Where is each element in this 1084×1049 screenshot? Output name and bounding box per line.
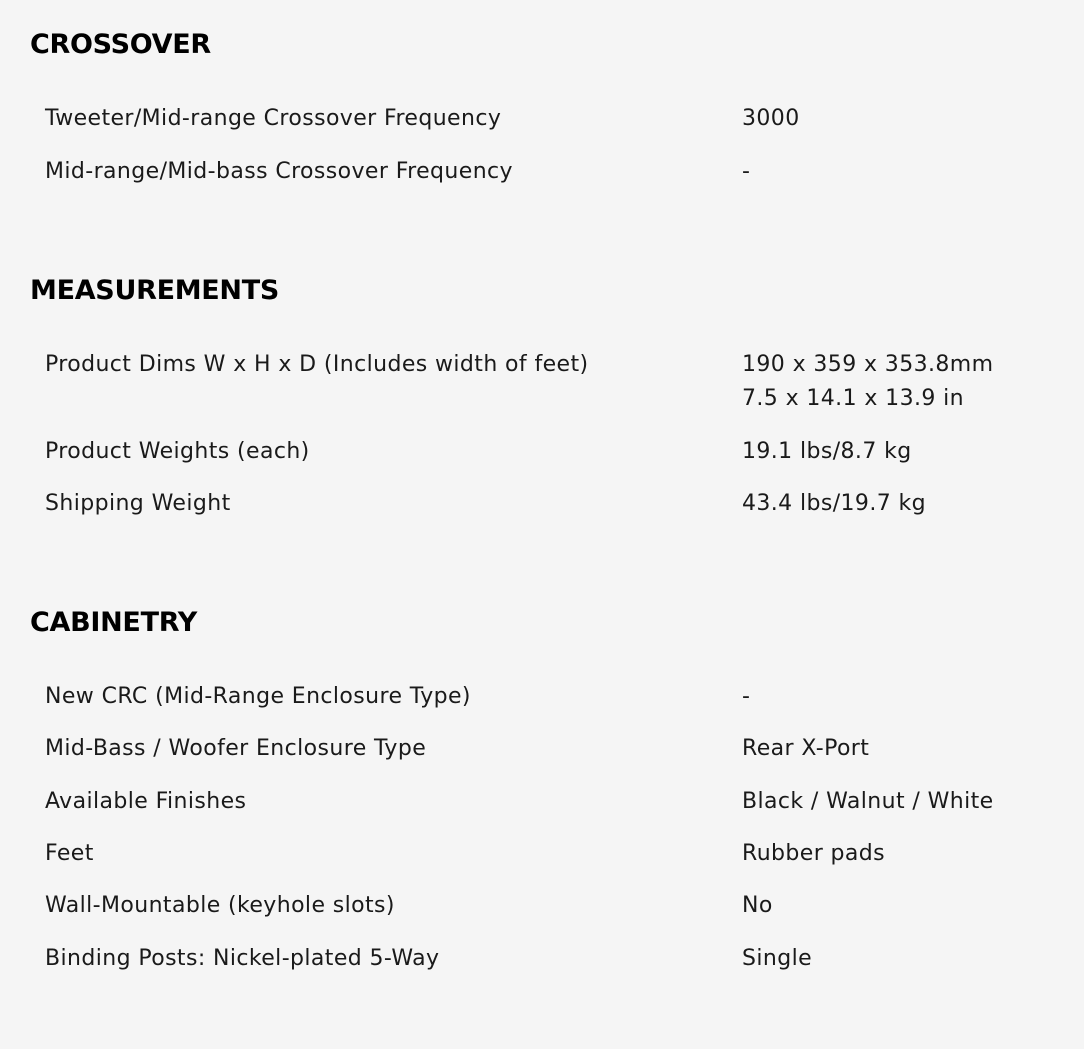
spec-value: Single	[742, 946, 813, 971]
spec-value: -	[742, 684, 751, 709]
spec-value: No	[742, 893, 773, 918]
spec-label: Shipping Weight	[45, 491, 231, 516]
spec-value: 190 x 359 x 353.8mm 7.5 x 14.1 x 13.9 in	[742, 352, 994, 411]
spec-value: Black / Walnut / White	[742, 789, 994, 814]
spec-label: New CRC (Mid-Range Enclosure Type)	[45, 684, 471, 709]
spec-value: -	[742, 159, 751, 184]
section-title-measurements: MEASUREMENTS	[30, 275, 279, 306]
spec-label: Available Finishes	[45, 789, 247, 814]
spec-value: 19.1 lbs/8.7 kg	[742, 439, 912, 464]
section-title-crossover: CROSSOVER	[30, 29, 211, 60]
spec-label: Mid-Bass / Woofer Enclosure Type	[45, 736, 427, 761]
spec-label: Product Weights (each)	[45, 439, 310, 464]
spec-value: Rubber pads	[742, 841, 886, 866]
spec-label: Wall-Mountable (keyhole slots)	[45, 893, 395, 918]
spec-label: Mid-range/Mid-bass Crossover Frequency	[45, 159, 513, 184]
spec-value: Rear X-Port	[742, 736, 870, 761]
section-title-cabinetry: CABINETRY	[30, 607, 197, 638]
spec-label: Product Dims W x H x D (Includes width of feet)	[45, 352, 589, 377]
spec-label: Feet	[45, 841, 94, 866]
spec-value: 43.4 lbs/19.7 kg	[742, 491, 927, 516]
spec-label: Tweeter/Mid-range Crossover Frequency	[45, 106, 502, 131]
spec-value: 3000	[742, 106, 800, 131]
spec-label: Binding Posts: Nickel-plated 5-Way	[45, 946, 440, 971]
